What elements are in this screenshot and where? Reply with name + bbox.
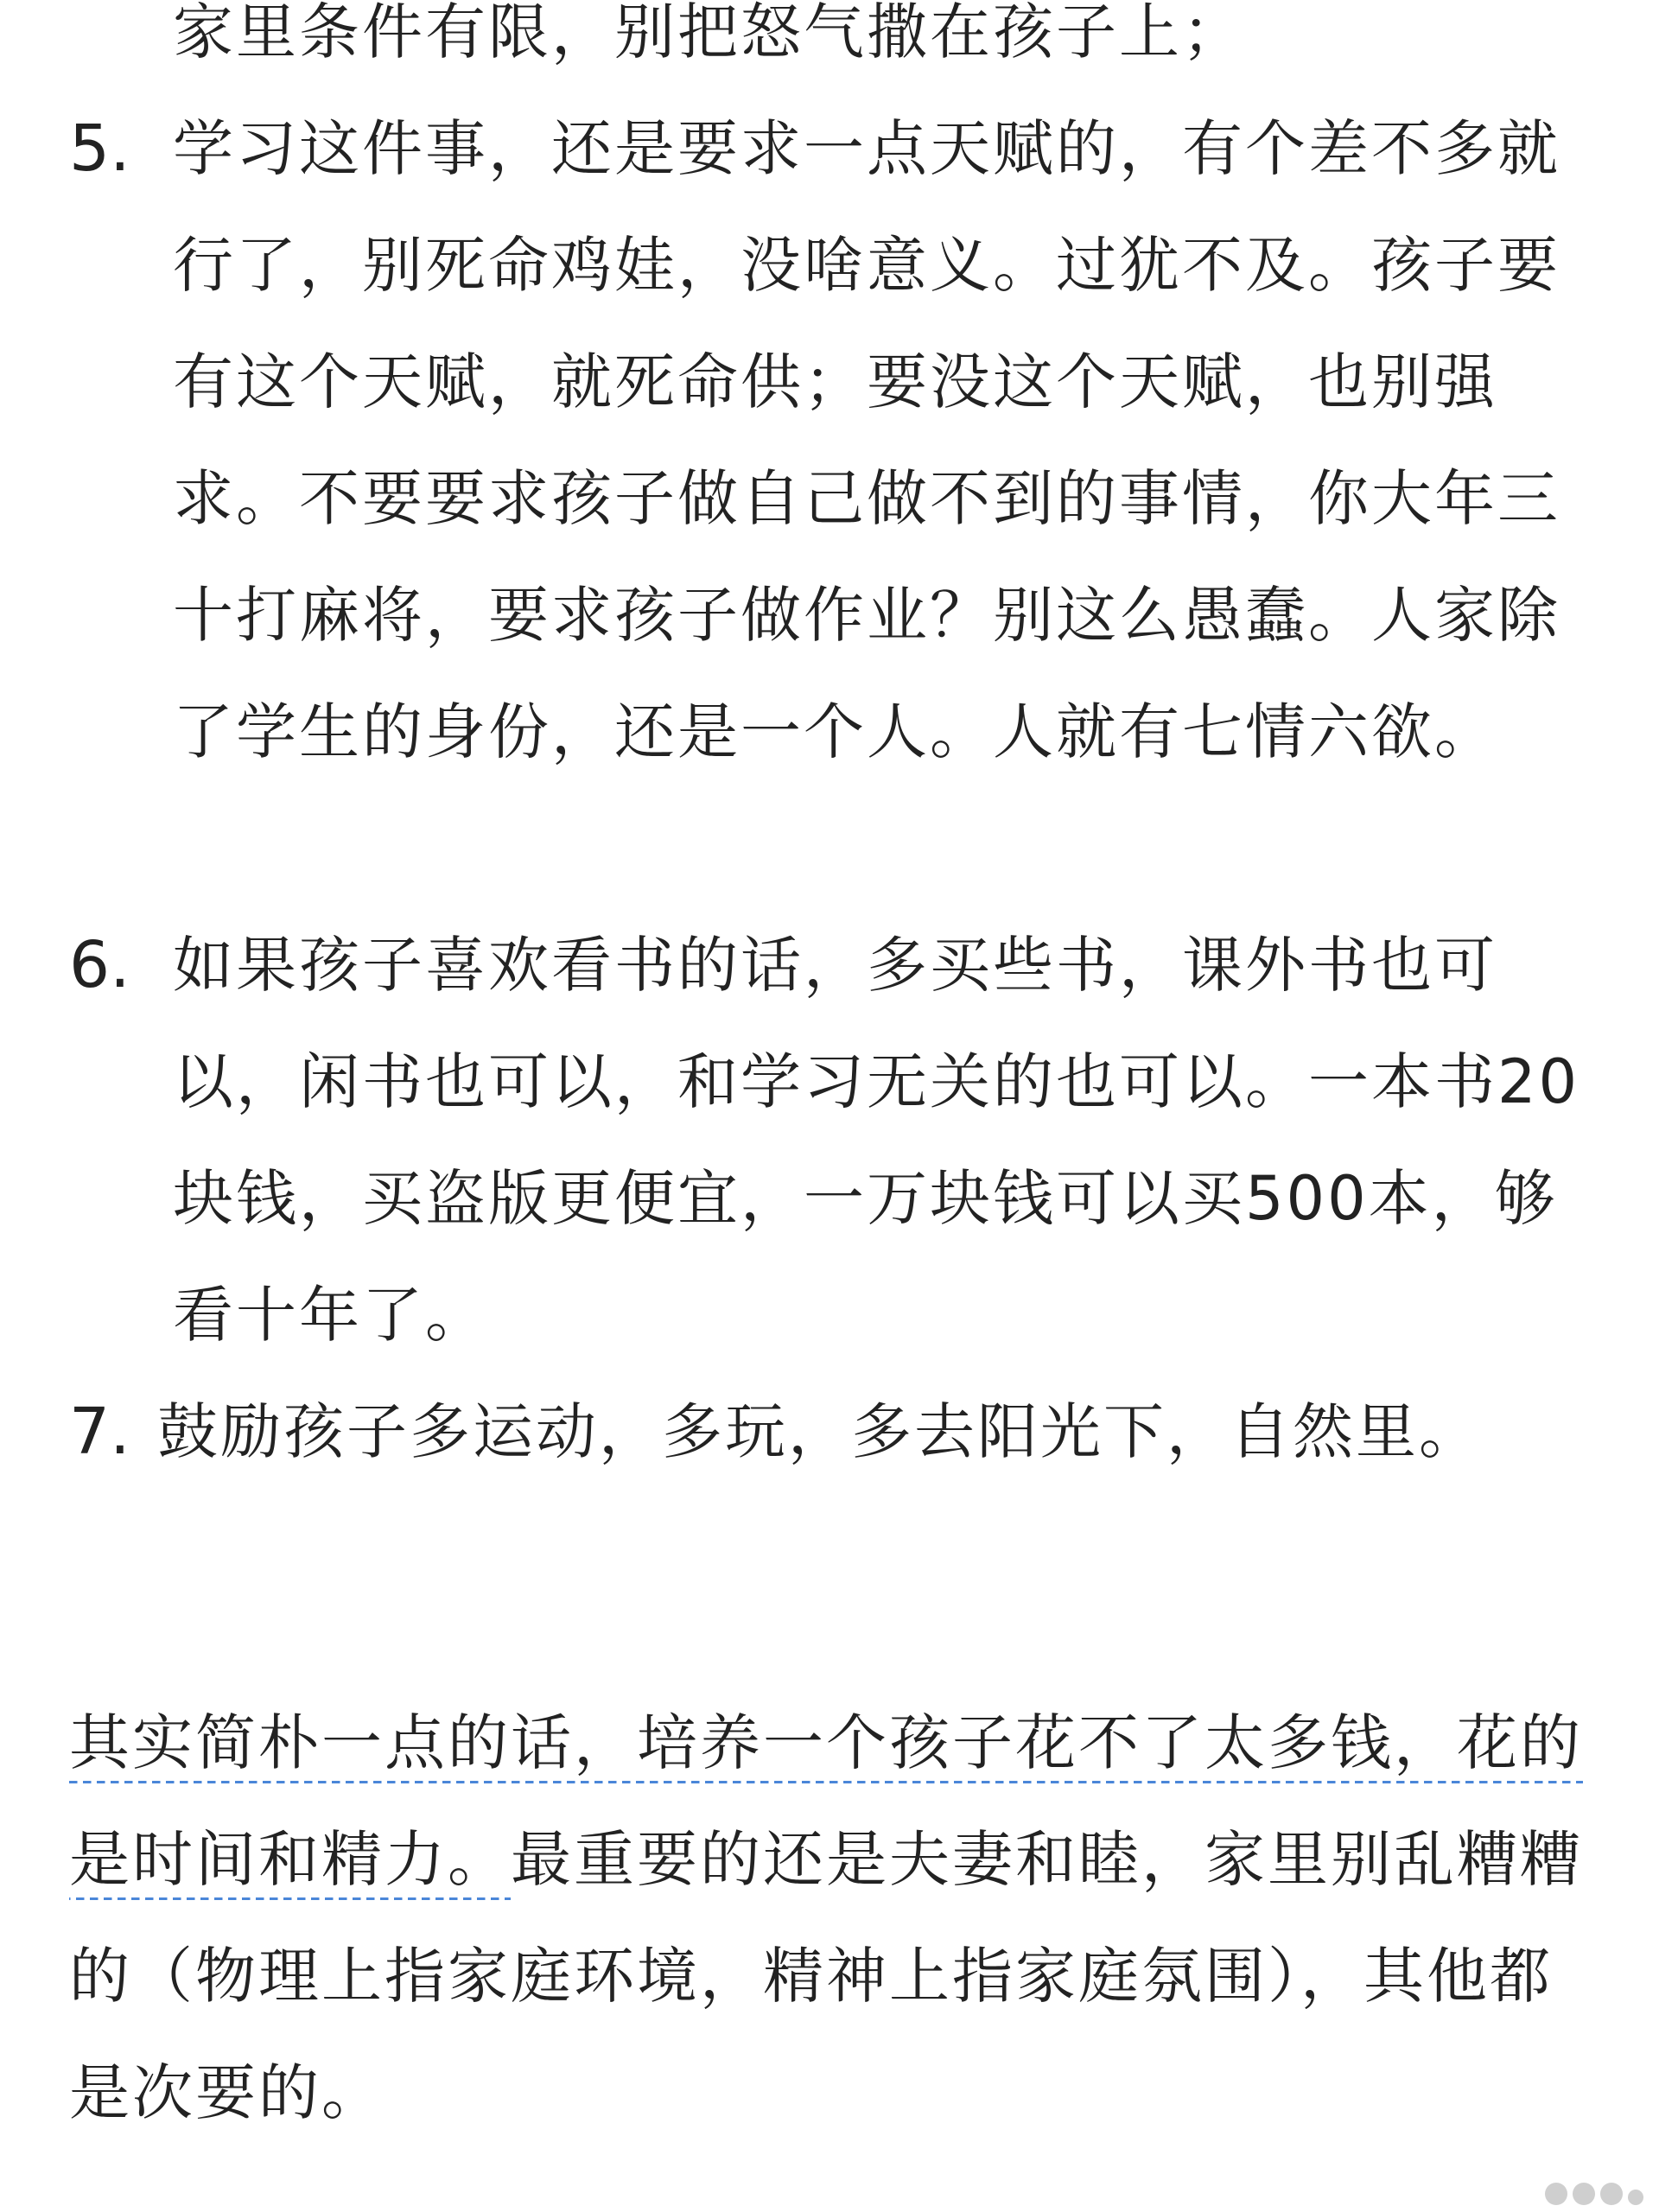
list-item-text: 家里条件有限，别把怒气撒在孩子上； bbox=[173, 0, 1245, 67]
list-item-7 bbox=[69, 1374, 1607, 1491]
list-item-text: 鼓励孩子多运动，多玩，多去阳光下，自然里。 bbox=[157, 1396, 1482, 1467]
more-dots-icon bbox=[1545, 2171, 1649, 2205]
summary-text: 最重要的还是夫妻和睦，家里别乱糟糟的（物理上指家庭环境，精神上指家庭氛围），其他都是次要的。 bbox=[69, 1824, 1583, 2128]
list-item-6 bbox=[69, 907, 1607, 1374]
list-item-number: 5. bbox=[69, 111, 130, 186]
list-item-text: 如果孩子喜欢看书的话，多买些书，课外书也可以，闲书也可以，和学习无关的也可以。一本书20块钱，买盗版更便宜，一万块钱可以买500本，够看十年了。 bbox=[173, 930, 1580, 1351]
list-item-number: 6. bbox=[69, 928, 130, 1002]
list-item-number: 7. bbox=[69, 1395, 130, 1469]
list-item-continuation bbox=[69, 0, 1607, 91]
list-item-5 bbox=[69, 91, 1607, 791]
highlighted-text-link[interactable]: 其实简朴一点的话，培养一个孩子花不了太多钱，花的是时间和精力。 bbox=[69, 1707, 1583, 1900]
summary-paragraph bbox=[69, 1685, 1607, 2152]
list-item-text: 学习这件事，还是要求一点天赋的，有个差不多就行了，别死命鸡娃，没啥意义。过犹不及。孩子要有这个天赋，就死命供；要没这个天赋，也别强求。不要要求孩子做自己做不到的事情，你大年三十打麻将，要求孩子做作业？别这么愚蠢。人家除了学生的身份，还是一个人。人就有七情六欲。 bbox=[173, 113, 1560, 767]
